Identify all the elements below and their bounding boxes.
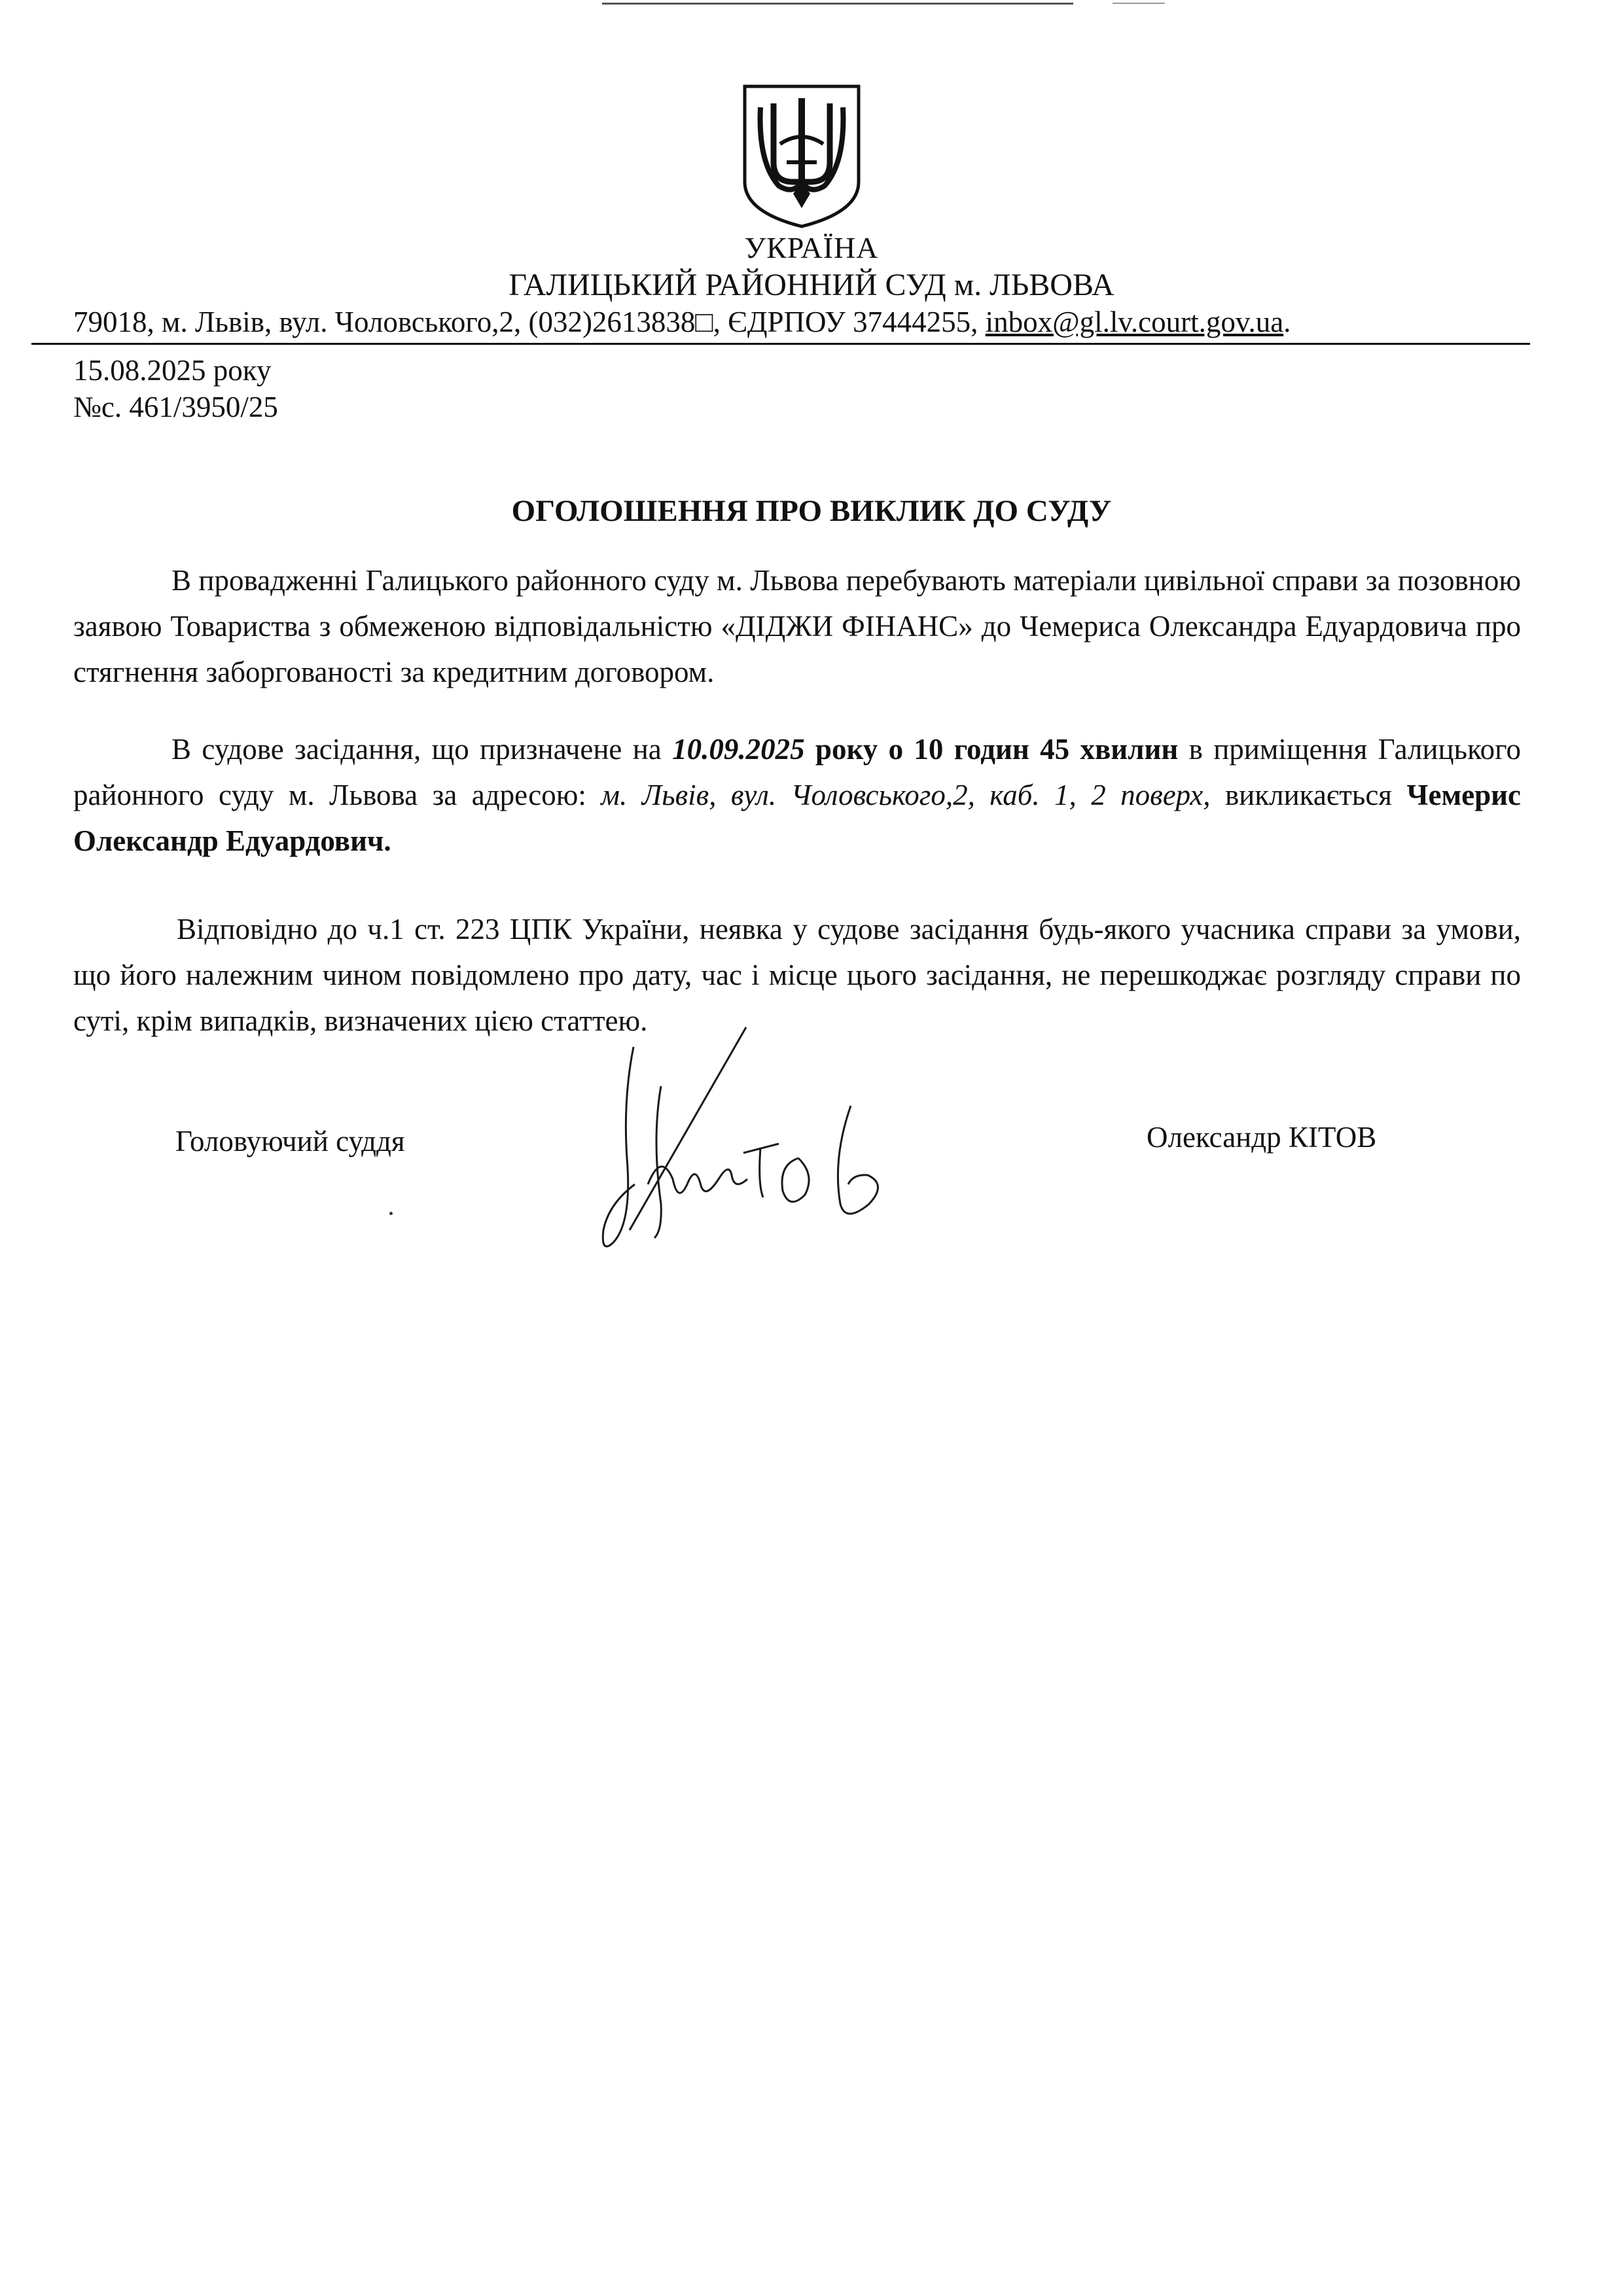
paragraph-proceedings: В провадженні Галицького районного суду м. Львова перебувають матеріали цивільної справи за позовною заявою Товариства з обмеженою відповідальністю «ДІДЖИ ФІНАНС» до Чемериса Олександра Едуардовича про стягнення заборгованості за кредитним договором. [73, 564, 1521, 688]
judge-name: Олександр КІТОВ [1147, 1121, 1377, 1154]
trident-icon [741, 84, 863, 229]
document-date: 15.08.2025 року [73, 354, 272, 387]
paragraph-legal-basis: Відповідно до ч.1 ст. 223 ЦПК України, неявка у судове засідання будь-якого учасника справи за умови, що його належним чином повідомлено про дату, час і місце цього засідання, не перешкоджає розгляду справи по суті, крім випадків, визначених цією статтею. [73, 913, 1521, 1037]
email-link[interactable]: inbox@gl.lv.court.gov.ua [985, 306, 1284, 338]
hearing-text-1: В судове засідання, що призначене на [171, 733, 673, 766]
scan-speck [389, 1212, 393, 1215]
signatory-role: Головуючий суддя [175, 1125, 405, 1157]
scan-artifact-line [602, 3, 1073, 5]
scan-artifact-line [1113, 3, 1165, 4]
header-divider [31, 343, 1530, 345]
hearing-date: 10.09.2025 [672, 733, 805, 766]
handwritten-signature [589, 1008, 929, 1256]
court-name: ГАЛИЦЬКИЙ РАЙОННИЙ СУД м. ЛЬВОВА [508, 268, 1115, 302]
country-heading: УКРАЇНА [744, 231, 879, 264]
case-number: №с. 461/3950/25 [73, 391, 278, 423]
hearing-address: м. Львів, вул. Чоловського,2, каб. 1, 2 поверх, [601, 779, 1211, 811]
court-address [73, 305, 1291, 339]
hearing-text-2: в приміщення Галицького районного суду м. Львова за адресою: [73, 733, 1521, 811]
address-suffix: . [1283, 306, 1291, 338]
hearing-time: року о 10 годин 45 хвилин [804, 733, 1179, 766]
respondent-name: Чемерис Олександр Едуардович. [73, 779, 1522, 857]
hearing-text-3: викликається [1210, 779, 1407, 811]
page-title: ОГОЛОШЕННЯ ПРО ВИКЛИК ДО СУДУ [511, 494, 1112, 528]
address-text: 79018, м. Львів, вул. Чоловського,2, (032)2613838□, ЄДРПОУ 37444255, [73, 306, 986, 338]
paragraph-hearing [73, 726, 1521, 864]
